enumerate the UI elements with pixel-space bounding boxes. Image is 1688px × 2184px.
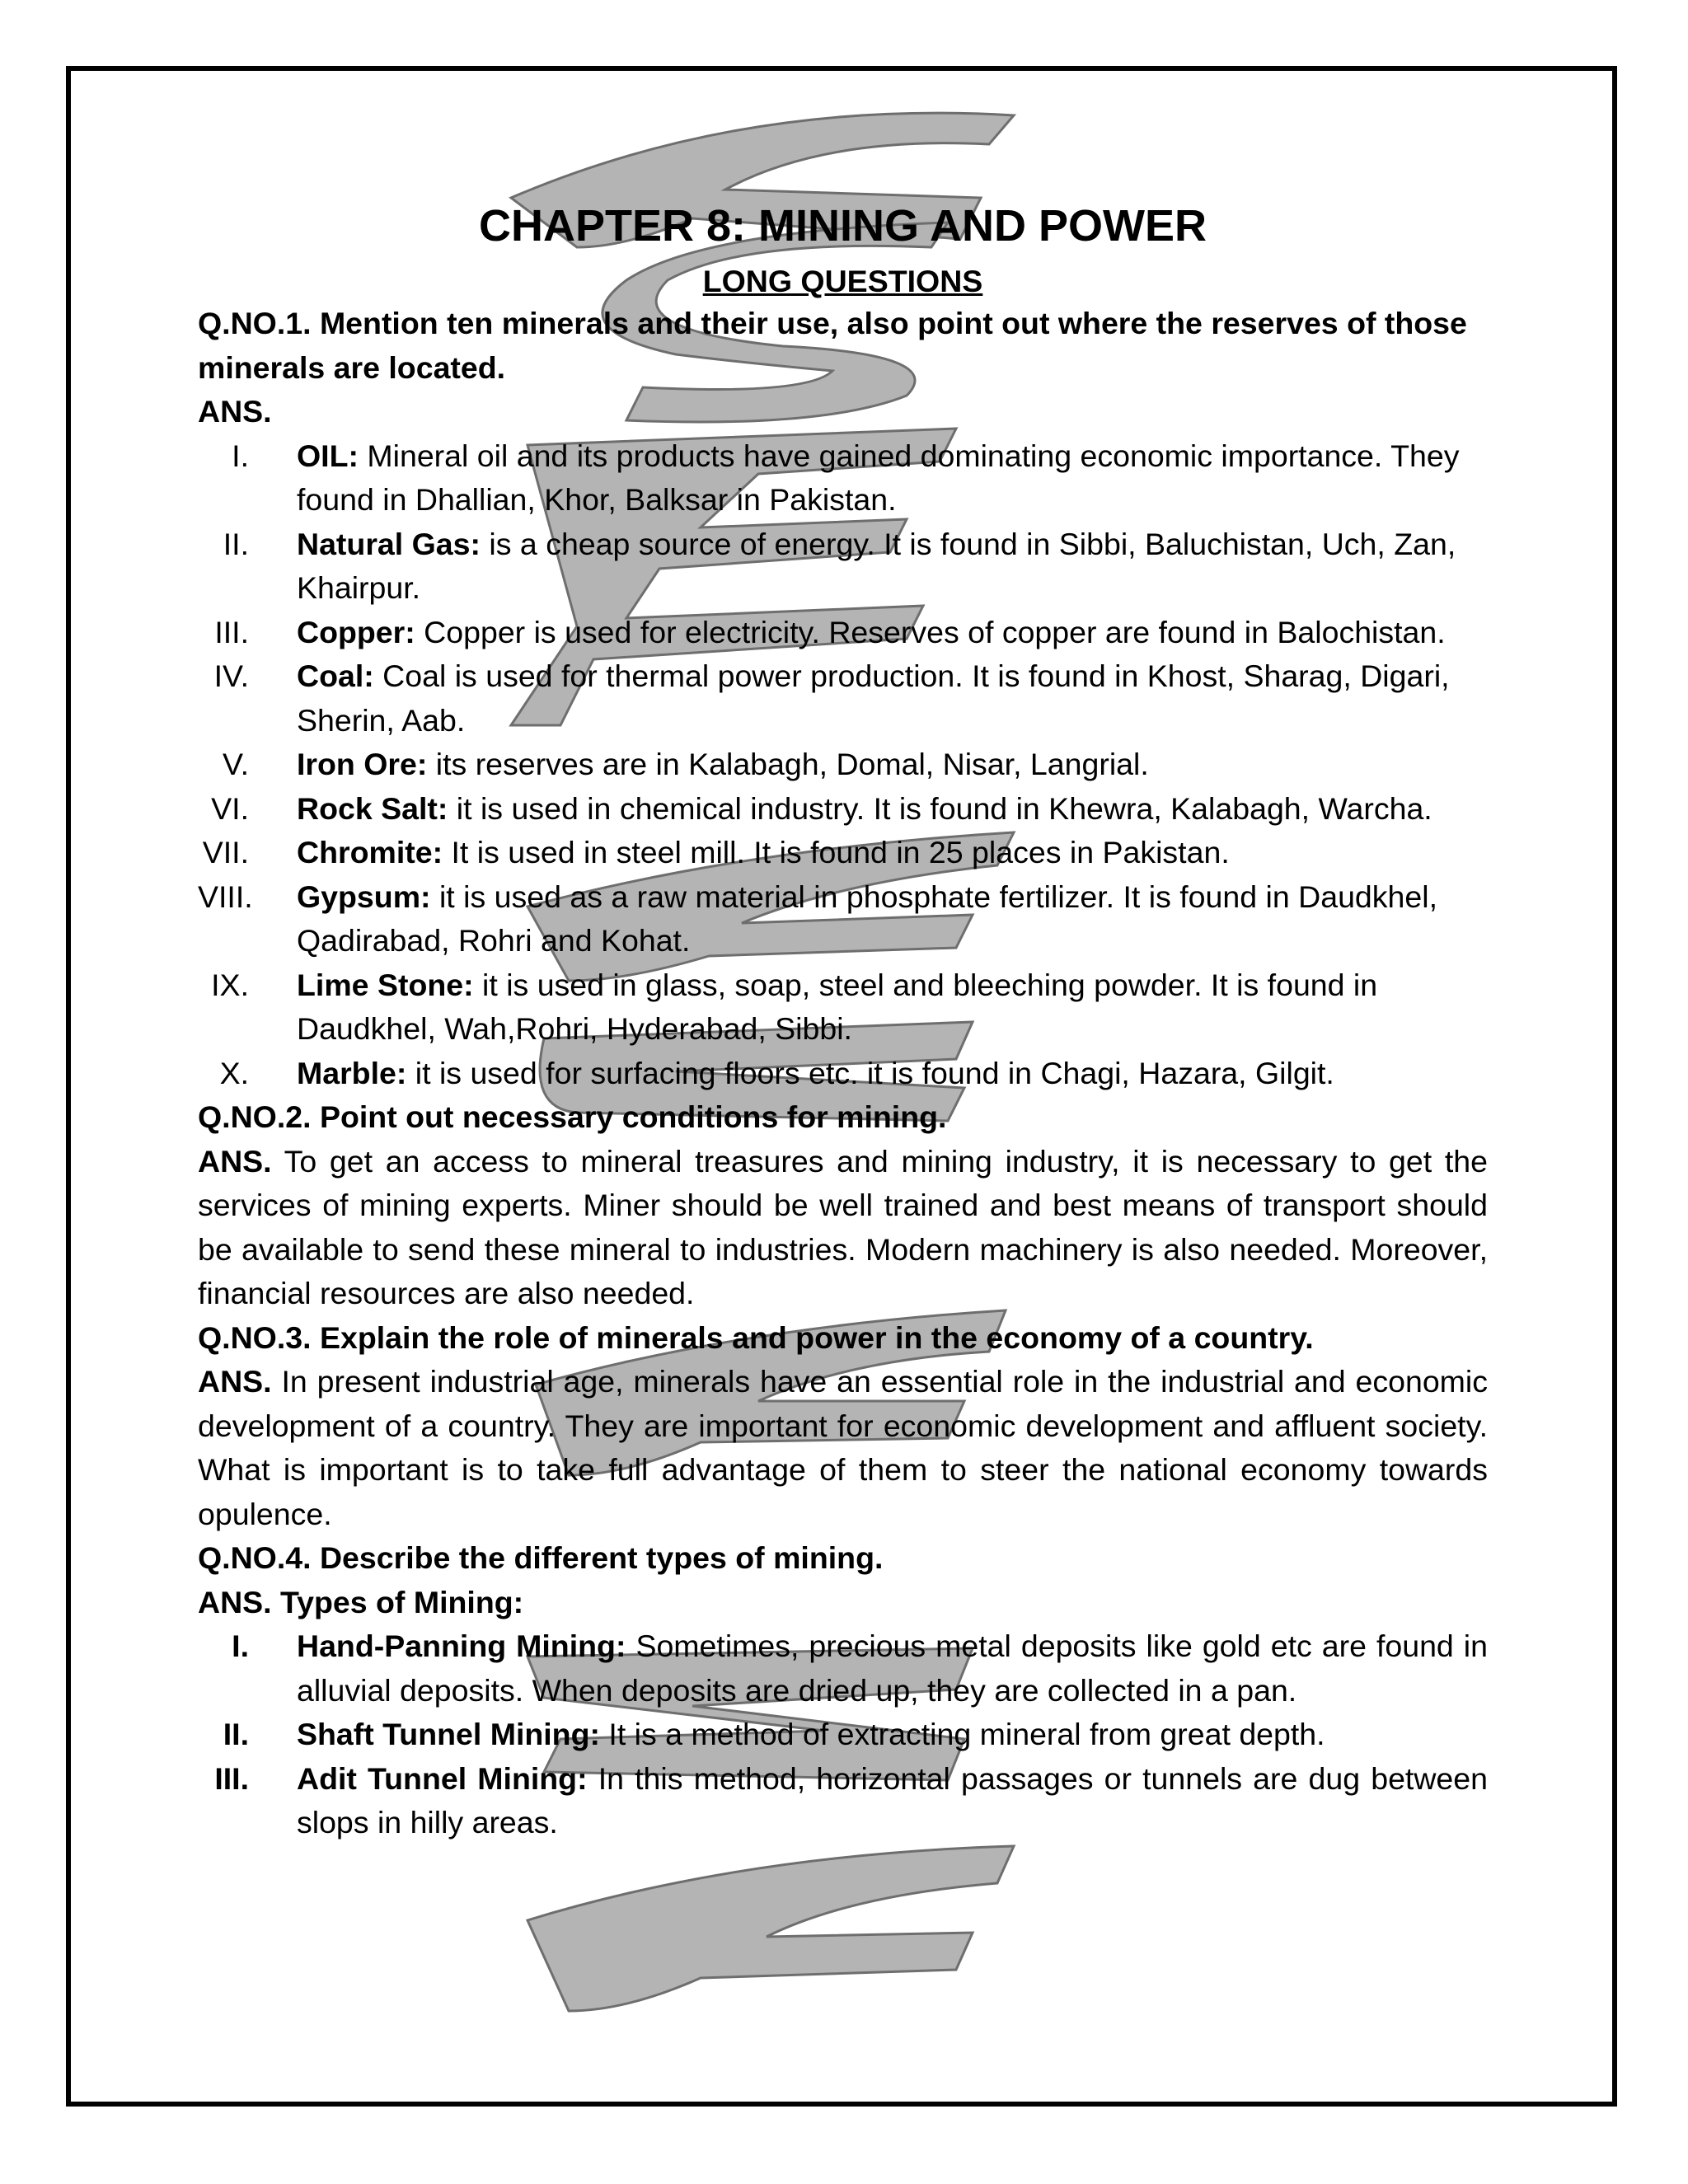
list-item: III. Copper: Copper is used for electricity. Reserves of copper are found in Balochistan. [214,614,1446,649]
list-item: IV. Coal: Coal is used for thermal power production. It is found in Khost, Sharag, Digari, Sherin, Aab. [213,658,1450,738]
list-item: V. Iron Ore: its reserves are in Kalabagh, Domal, Nisar, Langrial. [223,747,1149,781]
document-body [198,191,1488,1845]
list-item: II. Shaft Tunnel Mining: It is a method of extracting mineral from great depth. [223,1717,1325,1751]
question-2: Q.NO.2. Point out necessary conditions for mining. [198,1099,947,1134]
question-1: Q.NO.1. Mention ten minerals and their use, also point out where the reserves of those minerals are located. [198,306,1467,385]
list-item: VI. Rock Salt: it is used in chemical industry. It is found in Khewra, Kalabagh, Warcha. [211,790,1432,826]
list-item: X. Marble: it is used for surfacing floors etc. it is found in Chagi, Hazara, Gilgit. [219,1055,1334,1090]
list-item: I. Hand-Panning Mining: Sometimes, precious metal deposits like gold etc are found in alluvial deposits. When deposits are dried up, they are collected in a pan. [232,1629,1488,1708]
question-4: Q.NO.4. Describe the different types of mining. [198,1540,884,1575]
answer-label-1: ANS. [198,394,272,429]
page-title: CHAPTER 8: MINING AND POWER [478,201,1207,251]
list-item: III. Adit Tunnel Mining: In this method, horizontal passages or tunnels are dug between slops in hilly areas. [214,1760,1488,1840]
list-item: VII. Chromite: It is used in steel mill. It is found in 25 places in Pakistan. [202,835,1230,869]
list-item: I. OIL: Mineral oil and its products have gained dominating economic importance. They found in Dhallian, Khor, Balksar in Pakistan. [232,438,1460,517]
list-item: VIII. Gypsum: it is used as a raw material in phosphate fertilizer. It is found in Daudkhel, Qadirabad, Rohri and Kohat. [198,879,1437,958]
answer-3: ANS. In present industrial age, minerals have an essential role in the industrial and economic development of a country. They are important for economic development and affluent society. What is important is to take full advantage of them to steer the national economy towards opulence. [198,1364,1488,1531]
list-item: IX. Lime Stone: it is used in glass, soap, steel and bleeching powder. It is found in Daudkhel, Wah,Rohri, Hyderabad, Sibbi. [211,967,1378,1046]
answer-heading-4: ANS. Types of Mining: [198,1584,524,1619]
section-heading: LONG QUESTIONS [702,264,983,298]
answer-2: ANS. To get an access to mineral treasures and mining industry, it is necessary to get the services of mining experts. Miner should be well trained and best means of transport should be available to send these mineral to industries. Modern machinery is also needed. Moreover, financial resources are also needed. [198,1143,1488,1310]
question-3: Q.NO.3. Explain the role of minerals and power in the economy of a country. [198,1319,1314,1355]
list-item: II. Natural Gas: is a cheap source of energy. It is found in Sibbi, Baluchistan, Uch, Zan, Khairpur. [223,526,1456,605]
